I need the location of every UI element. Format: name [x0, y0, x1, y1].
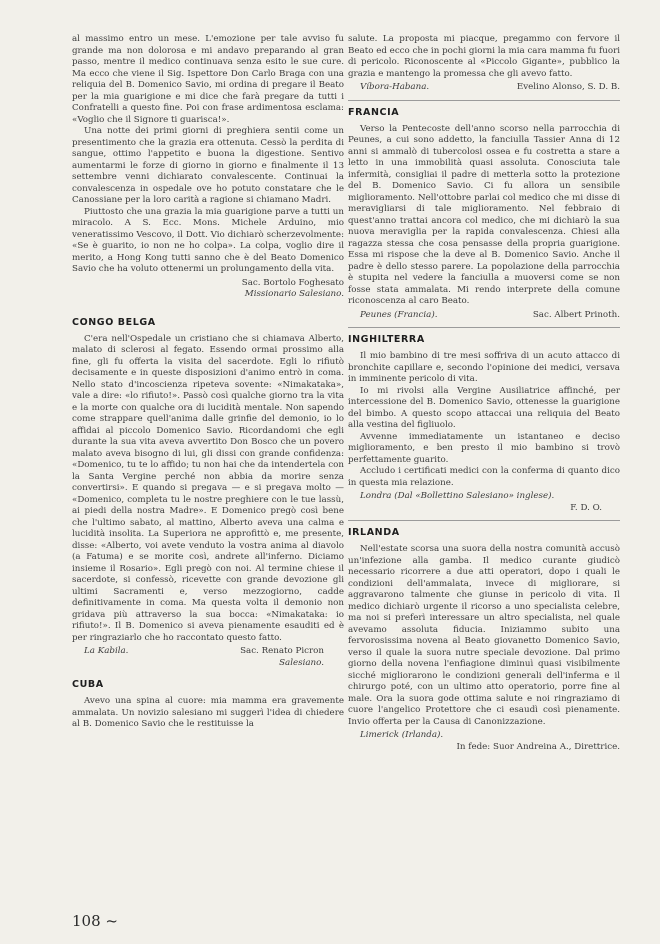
signature-role: Missionario Salesiano.	[244, 289, 344, 299]
page-number: 108 ~	[72, 912, 118, 930]
signature-name: F. D. O.	[570, 502, 602, 513]
signature-name: In fede: Suor Andreina A., Direttrice.	[456, 741, 620, 752]
signature-limerick	[348, 730, 620, 753]
signature-place: Londra (Dal «Bollettino Salesiano» inglese).	[360, 491, 555, 501]
section-francia	[348, 107, 620, 322]
signature-place: Víbora-Habana.	[360, 82, 430, 92]
section-irlanda	[348, 527, 620, 753]
signature-alonso	[348, 82, 620, 94]
divider	[348, 520, 620, 521]
signature-name: Sac. Renato Picron	[240, 646, 324, 656]
signature-foghesato	[72, 278, 344, 301]
left-column	[72, 34, 344, 731]
signature-londra	[348, 491, 620, 514]
signature-place: Limerick (Irlanda).	[360, 730, 444, 740]
section-title-irlanda: IRLANDA	[348, 527, 400, 538]
intro-paragraph-2: Una notte dei primi giorni di preghiera sentii come un presentimento che la grazia era ottenuta. Cessò la perdita di sangue, ottimo l'appetito e buona la digestione. Sentivo aumentarmi le forze di giorno in giorno e finalmente il 13 settembre venni dichiarato convalescente. Continuai la convalescenza in ospedale ove ho potuto constatare che le Canossiane per la loro carità a ragione si chiamano Madri.	[72, 126, 344, 205]
signature-name: Sac. Bortolo Foghesato	[241, 277, 344, 288]
cuba-paragraph: Avevo una spina al cuore: mia mamma era gravemente ammalata. Un novizio salesiano mi suggerì l'idea di chiedere al B. Domenico Savio che le restituisse la	[72, 696, 344, 729]
signature-place: La Kabila.	[84, 646, 129, 656]
intro-paragraph-1: al massimo entro un mese. L'emozione per tale avviso fu grande ma non dolorosa e mi andavo preparando al gran passo, mentre il medico continuava senza esito le sue cure. Ma ecco che viene il Sig. Ispettore Don Carlo Braga con una reliquia del B. Domenico Savio, mi ordina di pregare il Beato per la mia guarigione e mi dice che farà pregare da tutti i Confratelli a questo fine. Poi con frase ardimentosa esclama: «Voglio che il Signore ti guarisca!».	[72, 34, 344, 125]
signature-name: Evelino Alonso, S. D. B.	[516, 82, 620, 92]
divider	[348, 327, 620, 328]
signature-picron	[72, 646, 344, 669]
irlanda-paragraph: Nell'estate scorsa una suora della nostra comunità accusò un'infezione alla gamba. Il medico curante giudicò necessario ricorrere a due atti operatori, dopo i quali le condizioni dell'ammalata, invece di migliorare, si aggravarono talmente che giunse in pericolo di vita. Il medico dichiarò urgente il ricorso a uno specialista celebre, ma noi si preferì interessare un altro specialista, nel quale avevamo assoluta fiducia. Iniziammo subito una fervorosissima novena al Beato giovanetto Domenico Savio, verso il quale la suora nutre speciale devozione. Dal primo giorno della novena l'enfiagione diminuì quasi visibilmente sicché migliorarono le condizioni generali dell'inferma e il chirurgo poté, con un ultimo atto operatorio, porre fine al male. Ora la suora gode ottima salute e noi ringraziamo di cuore l'angelico Protettore che ci esaudì così pienamente. Invio offerta per la Causa di Canonizzazione.	[348, 544, 620, 727]
inghilterra-paragraph-1: Il mio bambino di tre mesi soffriva di un acuto attacco di bronchite capillare e, secondo l'opinione dei medici, versava in imminente pericolo di vita.	[348, 351, 620, 384]
inghilterra-paragraph-2: Io mi rivolsi alla Vergine Ausiliatrice affinché, per intercessione del B. Domenico Savio, ottenesse la guarigione del bimbo. A questo scopo attaccai una reliquia del Beato alla vestina del figliuolo.	[348, 385, 620, 430]
section-inghilterra	[348, 334, 620, 514]
inghilterra-paragraph-3: Avvenne immediatamente un istantaneo e deciso miglioramento, e ben presto il mio bambino si trovò perfettamente guarito.	[348, 431, 620, 465]
divider	[348, 100, 620, 101]
francia-paragraph: Verso la Pentecoste dell'anno scorso nella parrocchia di Peunes, a cui sono addetto, la fanciulla Tassier Anna di 12 anni si ammalò di tubercolosi ossea e fu costretta a stare a letto in una immobilità quasi assoluta. Conosciuta tale infermità, consigliai il padre di metterla sotto la protezione del B. Domenico Savio. Ci fu allora un sensibile miglioramento. Nell'ottobre parlai col medico che mi disse di meravigliarsi di tale miglioramento. Nel febbraio di quest'anno trattai ancora col medico, che mi dichiarò la sua nuova meraviglia per la rapida convalescenza. Chiesi alla ragazza stessa che cosa pensasse della propria guarigione. Essa mi rispose che la deve al B. Domenico Savio. Anche il padre è dello stesso parere. La popolazione della parrocchia è stupita nel vedere la fanciulla a muoversi come se non fosse stata ammalata. Mi rendo interprete della comune riconoscenza al caro Beato.	[348, 123, 620, 306]
right-column	[348, 34, 620, 753]
congo-paragraph: C'era nell'Ospedale un cristiano che si chiamava Alberto, malato di sclerosi al fegato. Essendo ormai prossimo alla fine, gli fu offerta la visita del sacerdote. Egli lo rifiutò decisamente e in queste disposizioni d'animo entrò in coma. Nello stato d'incoscienza ripeteva sovente: «Nimakataka», vale a dire: «lo rifiuto!». Passò così qualche giorno tra la vita e la morte con qualche ora di lucidità mentale. Non sapendo come strappare quell'anima dalle grinfie del demonio, io lo affidai al piccolo Domenico Savio. Ricordandomi che egli durante la sua vita aveva avvertito Don Bosco che un povero malato aveva bisogno di lui, gli dissi con grande confidenza: «Domenico, tu te lo affido; tu non hai che da intendertela con la Santa Vergine perché non abbia da morire senza convertirsi». E quando si pregava — e si pregava molto — «Domenico, completa tu le nostre preghiere con le tue lassù, ai piedi della nostra Madre». E Domenico pregò così bene che l'ultimo sabato, al mattino, Alberto aveva una calma e lucidità insolita. La Superiora ne approfittò e, me presente, disse: «Alberto, voi avete venduto la vostra anima al diavolo (a Fatuma) e se morite così, andrete all'inferno. Diciamo insieme il Rosario». Egli pregò con noi. Al termine chiese il sacerdote, si confessò, ricevette con grande devozione gli ultimi Sacramenti e, verso mezzogiorno, cadde definitivamente in coma. Ma questa volta il demonio non gridava più attraverso la sua bocca: «Nimakataka: io rifiuto!». Il B. Domenico si aveva pienamente esauditi ed è per ringraziarlo che ho raccontato questo fatto.	[72, 333, 344, 643]
section-title-francia: FRANCIA	[348, 106, 400, 118]
section-title-cuba: CUBA	[72, 679, 104, 690]
inghilterra-paragraph-4: Accludo i certificati medici con la conferma di quanto dico in questa mia relazione.	[348, 466, 620, 488]
signature-place: Peunes (Francia).	[360, 309, 438, 320]
cuba-continuation: salute. La proposta mi piacque, pregammo con fervore il Beato ed ecco che in pochi giorni la mia cara mamma fu fuori di pericolo. Riconoscente al «Piccolo Gigante», pubblico la grazia e mantengo la promessa che gli avevo fatto.	[348, 34, 620, 79]
section-cuba	[72, 679, 344, 731]
signature-name: Sac. Albert Prinoth.	[532, 309, 620, 320]
intro-paragraph-3: Piuttosto che una grazia la mia guarigione parve a tutti un miracolo. A S. Ecc. Mons. Michele Arduino, mio veneratissimo Vescovo, il Dott. Vio dichiarò scherzevolmente: «Se è guarito, io non ne ho colpa». La colpa, voglio dire il merito, a Hong Kong tutti sanno che è del Beato Domenico Savio che ha voluto ottenermi un prolungamento della vita.	[72, 206, 344, 274]
signature-prinoth	[348, 310, 620, 322]
section-congo-belga	[72, 317, 344, 670]
section-title-congo-belga: CONGO BELGA	[72, 316, 156, 328]
signature-role: Salesiano.	[279, 657, 324, 668]
section-title-inghilterra: INGHILTERRA	[348, 334, 425, 345]
